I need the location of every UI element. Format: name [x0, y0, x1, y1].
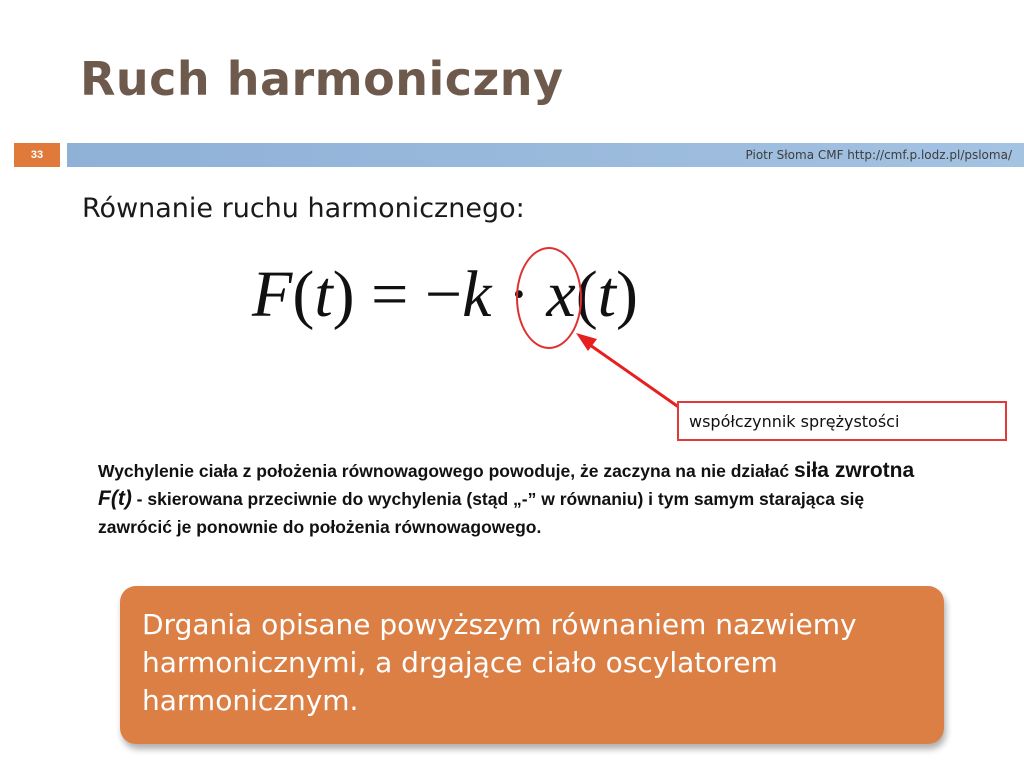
eq-paren-open-1: ( — [292, 258, 315, 331]
eq-equals: = — [371, 258, 409, 331]
paragraph-bold-term: siła zwrotna — [793, 459, 915, 482]
eq-paren-close-2: ) — [616, 258, 638, 331]
eq-time-2: t — [597, 258, 617, 331]
k-highlight-circle — [516, 247, 582, 349]
eq-minus: − — [424, 258, 463, 331]
eq-paren-open-2: ( — [575, 258, 598, 331]
arrow-shaft — [590, 345, 680, 408]
paragraph-part-2: - skierowana przeciwnie do wychylenia (stąd „-” w równaniu) i tym samym starająca się zawrócić je ponownie do położenia równowagowego. — [98, 489, 865, 537]
arrow-head — [576, 333, 597, 351]
callout-box: Drgania opisane powyższym równaniem nazwiemy harmonicznymi, a drgające ciało oscylatorem harmonicznym. — [120, 586, 944, 744]
explanation-paragraph — [98, 457, 928, 541]
author-credit: Piotr Słoma CMF http://cmf.p.lodz.pl/psloma/ — [745, 148, 1012, 162]
paragraph-part-1: Wychylenie ciała z położenia równowagowego powoduje, że zaczyna na nie działać — [98, 461, 794, 481]
eq-k-symbol: k — [462, 258, 492, 331]
subtitle: Równanie ruchu harmonicznego: — [82, 193, 525, 224]
eq-force-symbol: F — [252, 258, 293, 331]
eq-paren-close-1: ) — [332, 258, 355, 331]
eq-dot: · — [507, 258, 530, 331]
eq-time-1: t — [314, 258, 333, 331]
annotation-label-box: współczynnik sprężystości — [677, 401, 1007, 441]
paragraph-term-symbol: F(t) — [98, 487, 132, 510]
eq-x-symbol: x — [546, 258, 576, 331]
slide-title: Ruch harmoniczny — [80, 52, 564, 106]
slide-number-badge: 33 — [14, 143, 60, 167]
